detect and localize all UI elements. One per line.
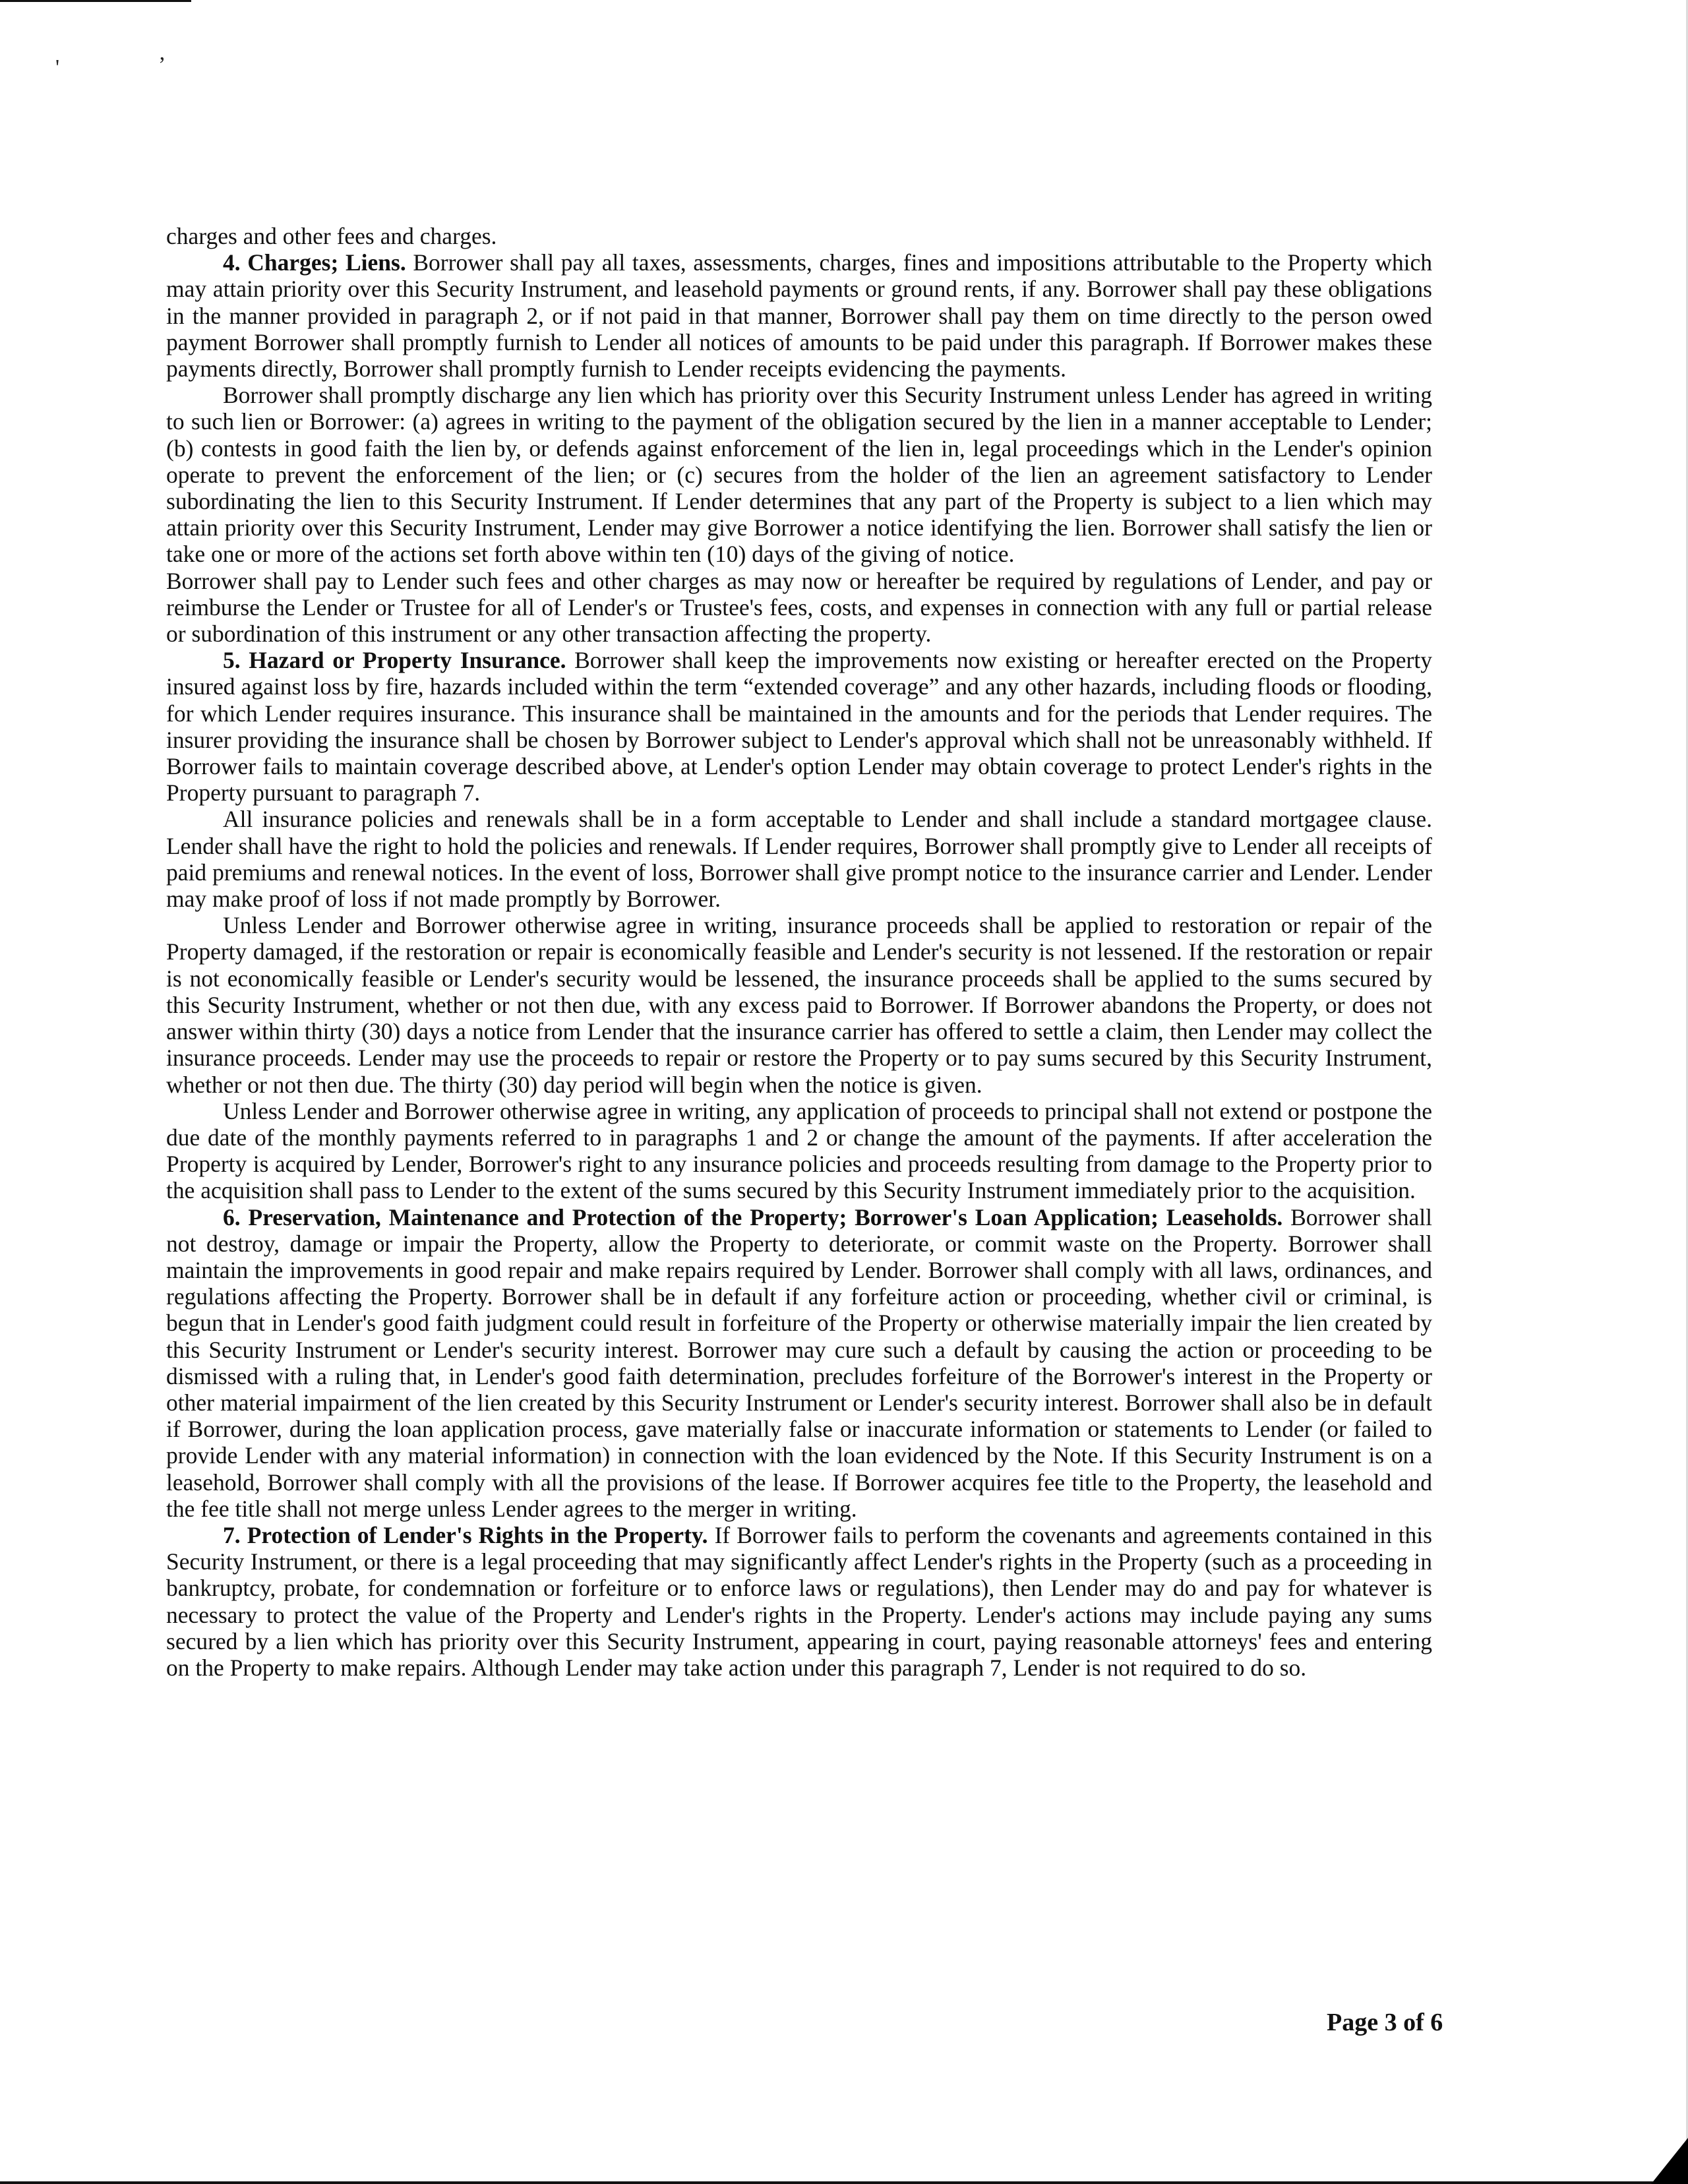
section-6-text: Borrower shall not destroy, damage or impair the Property, allow the Property to deteriorate, or commit waste on the Property. Borrower shall maintain the improvements in good repair and make repairs required by Lender. Borrower shall comply with all laws, ordinances, and regulations affecting the Property. Borrower shall be in default if any forfeiture action or proceeding, whether civil or criminal, is begun that in Lender's good faith judgment could result in forfeiture of the Property or otherwise materially impair the lien created by this Security Instrument or Lender's security interest. Borrower may cure such a default by causing the action or proceeding to be dismissed with a ruling that, in Lender's good faith determination, precludes forfeiture of the Borrower's interest in the Property or other material impairment of the lien created by this Security Instrument or Lender's security interest. Borrower shall also be in default if Borrower, during the loan application process, gave materially false or inaccurate information or statements to Lender (or failed to provide Lender with any material information) in connection with the loan evidenced by the Note. If this Security Instrument is on a leasehold, Borrower shall comply with all the provisions of the lease. If Borrower acquires fee title to the Property, the leasehold and the fee title shall not merge unless Lender agrees to the merger in writing. [166, 1203, 1432, 1522]
section-7-text: If Borrower fails to perform the covenants and agreements contained in this Security Instrument, or there is a legal proceeding that may significantly affect Lender's rights in the Property (such as a proceeding in bankruptcy, probate, for condemnation or forfeiture or to enforce laws or regulations), then Lender may do and pay for whatever is necessary to protect the value of the Property and Lender's rights in the Property. Lender's actions may include paying any sums secured by a lien which has priority over this Security Instrument, appearing in court, paying reasonable attorneys' fees and entering on the Property to make repairs. Although Lender may take action under this paragraph 7, Lender is not required to do so. [166, 1521, 1432, 1681]
section-5-paragraph [166, 647, 1432, 806]
section-4-heading: 4. Charges; Liens. [223, 249, 406, 276]
section-4-paragraph [166, 249, 1432, 382]
opening-fragment: charges and other fees and charges. [166, 223, 497, 249]
scan-edge-bottom [0, 2181, 1688, 2184]
scan-speck: ' [55, 55, 60, 80]
section-5-paragraph-3: Unless Lender and Borrower otherwise agree in writing, insurance proceeds shall be applied to restoration or repair of the Property damaged, if the restoration or repair is economically feasible and Lender's security is not lessened. If the restoration or repair is not economically feasible or Lender's security would be lessened, the insurance proceeds shall be applied to the sums secured by this Security Instrument, whether or not then due, with any excess paid to Borrower. If Borrower abandons the Property, or does not answer within thirty (30) days a notice from Lender that the insurance carrier has offered to settle a claim, then Lender may collect the insurance proceeds. Lender may use the proceeds to repair or restore the Property or to pay sums secured by this Security Instrument, whether or not then due. The thirty (30) day period will begin when the notice is given. [166, 912, 1432, 1098]
section-4-paragraph-3: Borrower shall pay to Lender such fees and other charges as may now or hereafter be required by regulations of Lender, and pay or reimburse the Lender or Trustee for all of Lender's or Trustee's fees, costs, and expenses in connection with any full or partial release or subordination of this instrument or any other transaction affecting the property. [166, 567, 1432, 648]
section-6-heading: 6. Preservation, Maintenance and Protection of the Property; Borrower's Loan Application; Leaseholds. [223, 1203, 1283, 1230]
section-7-heading: 7. Protection of Lender's Rights in the Property. [223, 1521, 708, 1548]
section-5-heading: 5. Hazard or Property Insurance. [223, 647, 566, 674]
page-corner-curl [1651, 2138, 1688, 2184]
section-4-paragraph-2: Borrower shall promptly discharge any lien which has priority over this Security Instrument unless Lender has agreed in writing to such lien or Borrower: (a) agrees in writing to the payment of the obligation secured by the lien in a manner acceptable to Lender; (b) contests in good faith the lien by, or defends against enforcement of the lien in, legal proceedings which in the Lender's opinion operate to prevent the enforcement of the lien; or (c) secures from the holder of the lien an agreement satisfactory to Lender subordinating the lien to this Security Instrument. If Lender determines that any part of the Property is subject to a lien which may attain priority over this Security Instrument, Lender may give Borrower a notice identifying the lien. Borrower shall satisfy the lien or take one or more of the actions set forth above within ten (10) days of the giving of notice. [166, 382, 1432, 568]
section-5-paragraph-2: All insurance policies and renewals shall be in a form acceptable to Lender and shall include a standard mortgagee clause. Lender shall have the right to hold the policies and renewals. If Lender requires, Borrower shall promptly give to Lender all receipts of paid premiums and renewal notices. In the event of loss, Borrower shall give prompt notice to the insurance carrier and Lender. Lender may make proof of loss if not made promptly by Borrower. [166, 806, 1432, 913]
document-body [166, 223, 1432, 1681]
page-number: Page 3 of 6 [1327, 2009, 1443, 2036]
section-5-paragraph-4: Unless Lender and Borrower otherwise agree in writing, any application of proceeds to principal shall not extend or postpone the due date of the monthly payments referred to in paragraphs 1 and 2 or change the amount of the payments. If after acceleration the Property is acquired by Lender, Borrower's right to any insurance policies and proceeds resulting from damage to the Property prior to the acquisition shall pass to Lender to the extent of the sums secured by this Security Instrument immediately prior to the acquisition. [166, 1097, 1432, 1204]
scan-edge-top [0, 0, 191, 2]
scan-speck: ’ [158, 53, 166, 77]
section-4-text: Borrower shall pay all taxes, assessments, charges, fines and impositions attributable to the Property which may attain priority over this Security Instrument, and leasehold payments or ground rents, if any. Borrower shall pay these obligations in the manner provided in paragraph 2, or if not paid in that manner, Borrower shall pay them on time directly to the person owed payment Borrower shall promptly furnish to Lender all notices of amounts to be paid under this paragraph. If Borrower makes these payments directly, Borrower shall promptly furnish to Lender receipts evidencing the payments. [166, 249, 1432, 382]
section-7-paragraph [166, 1522, 1432, 1681]
section-5-text: Borrower shall keep the improvements now existing or hereafter erected on the Property insured against loss by fire, hazards included within the term “extended coverage” and any other hazards, including floods or flooding, for which Lender requires insurance. This insurance shall be maintained in the amounts and for the periods that Lender requires. The insurer providing the insurance shall be chosen by Borrower subject to Lender's approval which shall not be unreasonably withheld. If Borrower fails to maintain coverage described above, at Lender's option Lender may obtain coverage to protect Lender's rights in the Property pursuant to paragraph 7. [166, 647, 1432, 806]
section-6-paragraph [166, 1204, 1432, 1522]
